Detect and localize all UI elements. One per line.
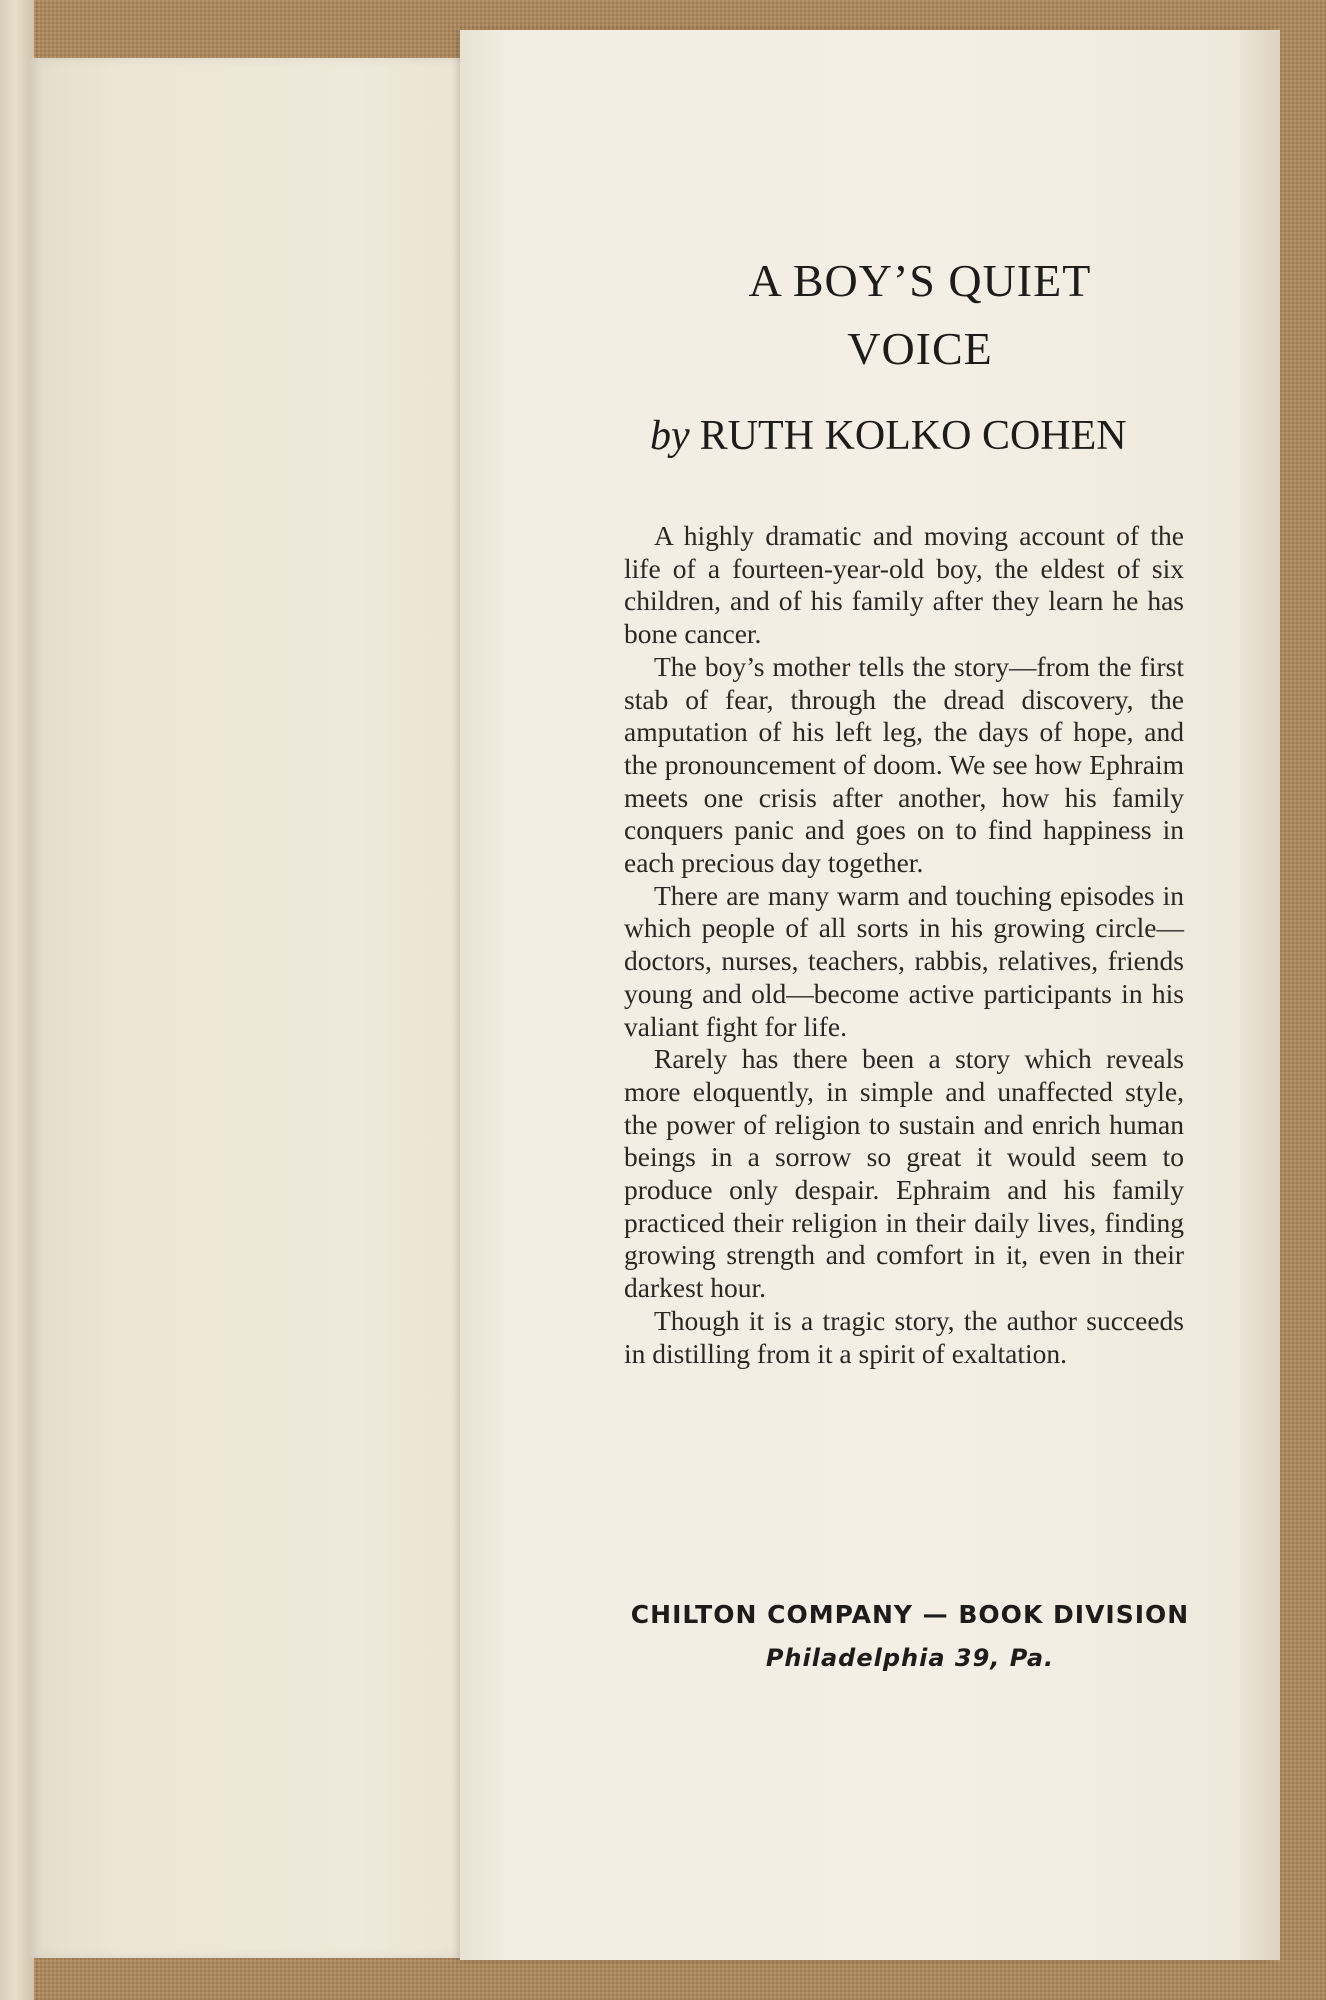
book-title-line-2: VOICE [847,323,993,374]
endpaper-page [30,58,500,1958]
spine-edge [0,0,34,2000]
by-label: by [650,413,690,459]
blurb-paragraph: The boy’s mother tells the story—from the first stab of fear, through the dread discovery, the amputation of his left leg, the days of hope, and the pronouncement of doom. We see how Ephraim meets one crisis after another, how his family conquers panic and goes on to find happiness in each precious day together. [624,650,1184,879]
publisher-city: Philadelphia 39, Pa. [765,1644,1055,1672]
flap-edge [1240,30,1280,1960]
blurb-paragraph: A highly dramatic and moving account of the life of a fourteen-year-old boy, the eldest of six children, and of his family after they learn he has bone cancer. [624,520,1184,650]
blurb-paragraph: Though it is a tragic story, the author succeeds in distilling from it a spirit of exaltation. [624,1304,1184,1369]
byline [650,412,1210,460]
blurb-paragraph: Rarely has there been a story which reveals more eloquently, in simple and unaffected style, the power of religion to sustain and enrich human beings in a sorrow so great it would seem to produce only despair. Ephraim and his family practiced their religion in their daily lives, finding growing strength and comfort in it, even in their darkest hour. [624,1043,1184,1304]
author-name: RUTH KOLKO COHEN [699,413,1127,459]
publisher-name: CHILTON COMPANY — BOOK DIVISION [630,1600,1190,1629]
blurb-paragraph: There are many warm and touching episodes in which people of all sorts in his growing circle—doctors, nurses, teachers, rabbis, relatives, friends young and old—become active participants in his valiant fight for life. [624,879,1184,1042]
book-title-line-1: A BOY’S QUIET [748,255,1092,306]
flap-blurb [624,520,1184,1370]
